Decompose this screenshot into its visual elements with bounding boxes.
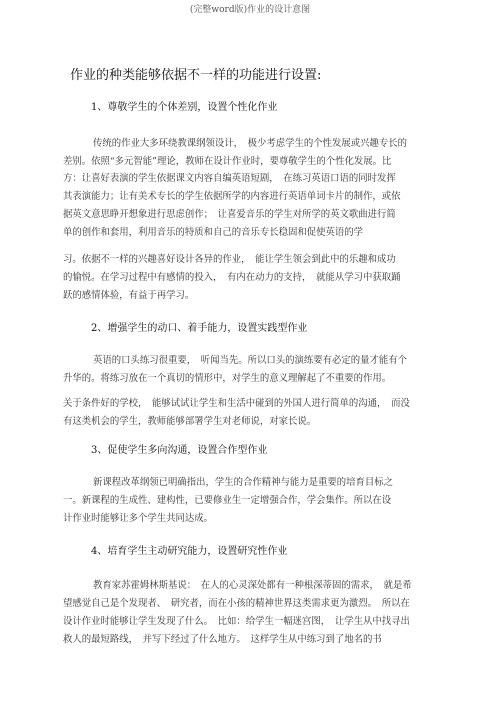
section-heading-1: 1、尊敬学生的个体差别，设置个性化作业 xyxy=(91,102,278,113)
text-line: 差别。依照“多元智能”理论，教师在设计作业时，要尊敬学生的个性化发展。比 xyxy=(63,156,392,167)
text-line: 有这类机会的学生，教师能够部署学生对老师说，对家长说。 xyxy=(63,416,317,427)
text-line: 望感觉自己是个发现者、 研究者，而在小孩的精神世界这类需求更为激烈。 所以在 xyxy=(63,598,410,609)
section-heading-3: 3、促使学生多向沟通，设置合作型作业 xyxy=(91,445,268,456)
section-heading-4: 4、培育学生主动研究能力，设置研究性作业 xyxy=(91,546,288,557)
text-line: 设计作业时能够让学生发现了什么。 比如：给学生一幅迷宫图， 让学生从中找寻出 xyxy=(63,616,410,627)
text-line: 其表演能力；让有美术专长的学生依据所学的内容进行英语单词卡片的制作，或依 xyxy=(63,191,401,202)
text-line: 救人的最短路线， 并写下经过了什么地方。 这样学生从中练习到了地名的书 xyxy=(63,634,382,645)
text-line: 升华的。将练习放在一个真切的情形中，对学生的意义理解起了不重要的作用。 xyxy=(63,373,392,384)
text-line: 一。新课程的生成性、建构性，已要修业生一定增强合作，学会集作。所以在设 xyxy=(63,495,392,506)
text-line: 单的创作和套用，利用音乐的特质和自己的音乐专长稳固和促使英语的学 xyxy=(63,227,364,238)
text-line: 据英文意思睁开想象进行思虑创作； 让喜爱音乐的学生对所学的英文歌曲进行简 xyxy=(63,209,396,220)
text-line: 教育家苏霍姆林斯基说： 在人的心灵深处都有一种根深蒂固的需求， 就是希 xyxy=(93,580,412,591)
section-heading-2: 2、增强学生的动口、着手能力，设置实践型作业 xyxy=(91,323,308,334)
text-line: 方：让喜好表演的学生依据课文内容自编英语短剧， 在练习英语口语的同时发挥 xyxy=(63,173,396,184)
text-line: 跃的感情体验，有益于再学习。 xyxy=(63,290,195,301)
text-line: 关于条件好的学校， 能够试试让学生和生活中碰到的外国人进行简单的沟通， 而没 xyxy=(63,398,410,409)
text-line: 计作业时能够让多个学生共同达成。 xyxy=(63,513,214,524)
text-line: 新课程改革纲领已明确指出，学生的合作精神与能力是重要的培育目标之 xyxy=(93,477,394,488)
document-header: (完整word版)作业的设计意图 xyxy=(189,5,311,15)
text-line: 传统的作业大多环绕教课纲领设计， 极少考虑学生的个性发展或兴趣专长的 xyxy=(93,138,408,149)
text-line: 的愉悦。在学习过程中有感情的投入， 有内在动力的支持， 就能从学习中获取踊 xyxy=(63,272,401,283)
text-line: 习。依据不一样的兴趣喜好设计各异的作业， 能让学生领会到此中的乐趣和成功 xyxy=(63,254,396,265)
page-title: 作业的种类能够依据不一样的功能进行设置: xyxy=(70,68,322,83)
text-line: 英语的口头练习很重要， 听闻当先。所以口头的演练要有必定的量才能有个 xyxy=(93,355,408,366)
